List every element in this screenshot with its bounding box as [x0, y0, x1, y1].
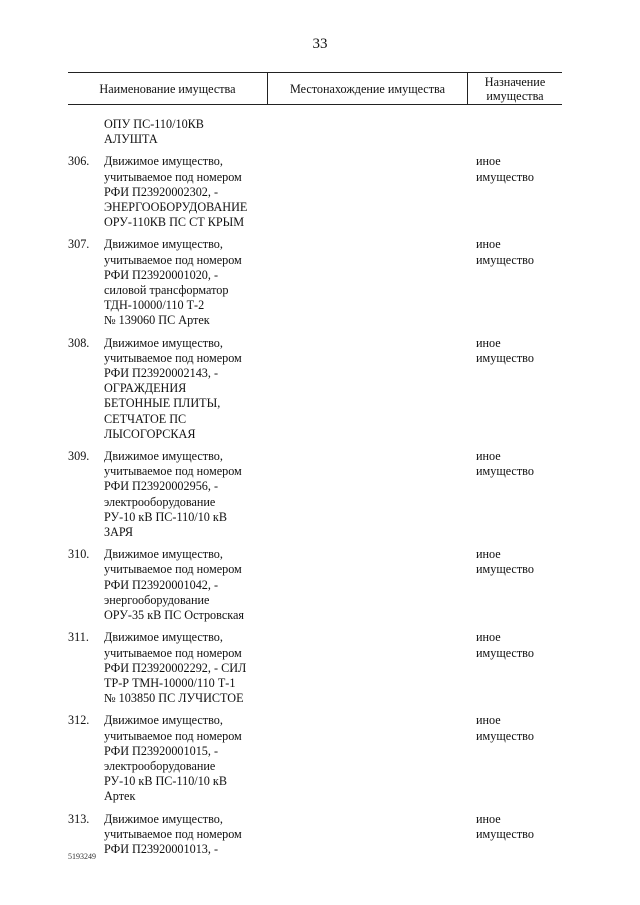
- row-property-name: Движимое имущество, учитываемое под номером РФИ П23920001015, - электрооборудование РУ-10 кВ ПС-110/10 кВ Артек: [104, 713, 242, 804]
- row-number: 306.: [68, 154, 90, 169]
- table-row: [68, 336, 562, 442]
- row-property-name: Движимое имущество, учитываемое под номером РФИ П23920002956, - электрооборудование РУ-10 кВ ПС-110/10 кВ ЗАРЯ: [104, 449, 242, 540]
- row-property-purpose: иное имущество: [476, 811, 534, 841]
- row-property-purpose: иное имущество: [476, 154, 534, 184]
- header-property-location: Местонахождение имущества: [268, 73, 468, 104]
- row-property-purpose: иное имущество: [476, 713, 534, 743]
- table-row: [68, 630, 562, 706]
- row-number: 307.: [68, 237, 90, 252]
- row-property-purpose: иное имущество: [476, 630, 534, 660]
- table-header: [68, 72, 562, 105]
- row-property-name: Движимое имущество, учитываемое под номером РФИ П23920002302, - ЭНЕРГООБОРУДОВАНИЕ ОРУ-110КВ ПС СТ КРЫМ: [104, 154, 248, 230]
- row-property-name: Движимое имущество, учитываемое под номером РФИ П23920001020, - силовой трансформатор ТДН-10000/110 Т-2 № 139060 ПС Артек: [104, 237, 242, 328]
- row-number: 312.: [68, 713, 90, 728]
- row-number: 311.: [68, 630, 89, 645]
- property-table: [68, 72, 562, 857]
- row-property-purpose: иное имущество: [476, 335, 534, 365]
- header-property-purpose: [468, 73, 562, 104]
- continuation-text: ОПУ ПС-110/10КВ АЛУШТА: [104, 117, 204, 147]
- table-row: [68, 154, 562, 230]
- table-body: [68, 154, 562, 857]
- row-property-purpose: иное имущество: [476, 449, 534, 479]
- table-row: [68, 547, 562, 623]
- footer-code: 5193249: [68, 852, 96, 861]
- row-number: 313.: [68, 811, 90, 826]
- table-row: [68, 449, 562, 540]
- row-property-name: Движимое имущество, учитываемое под номером РФИ П23920001042, - энергооборудование ОРУ-35 кВ ПС Островская: [104, 547, 244, 623]
- row-number: 310.: [68, 547, 90, 562]
- row-number: 309.: [68, 449, 90, 464]
- row-property-name: Движимое имущество, учитываемое под номером РФИ П23920001013, -: [104, 811, 242, 856]
- row-property-name: Движимое имущество, учитываемое под номером РФИ П23920002143, - ОГРАЖДЕНИЯ БЕТОННЫЕ ПЛИТЫ, СЕТЧАТОЕ ПС ЛЫСОГОРСКАЯ: [104, 335, 242, 441]
- header-property-name: Наименование имущества: [68, 73, 268, 104]
- page-number: 33: [312, 36, 328, 52]
- row-number: 308.: [68, 335, 90, 350]
- row-property-purpose: иное имущество: [476, 237, 534, 267]
- table-row: [68, 713, 562, 804]
- table-row: [68, 237, 562, 328]
- row-property-name: Движимое имущество, учитываемое под номером РФИ П23920002292, - СИЛ ТР-Р ТМН-10000/110 Т-1 № 103850 ПС ЛУЧИСТОЕ: [104, 630, 247, 706]
- header-property-purpose-text: Назначение имущества: [484, 74, 546, 103]
- row-property-purpose: иное имущество: [476, 547, 534, 577]
- table-row: [68, 812, 562, 858]
